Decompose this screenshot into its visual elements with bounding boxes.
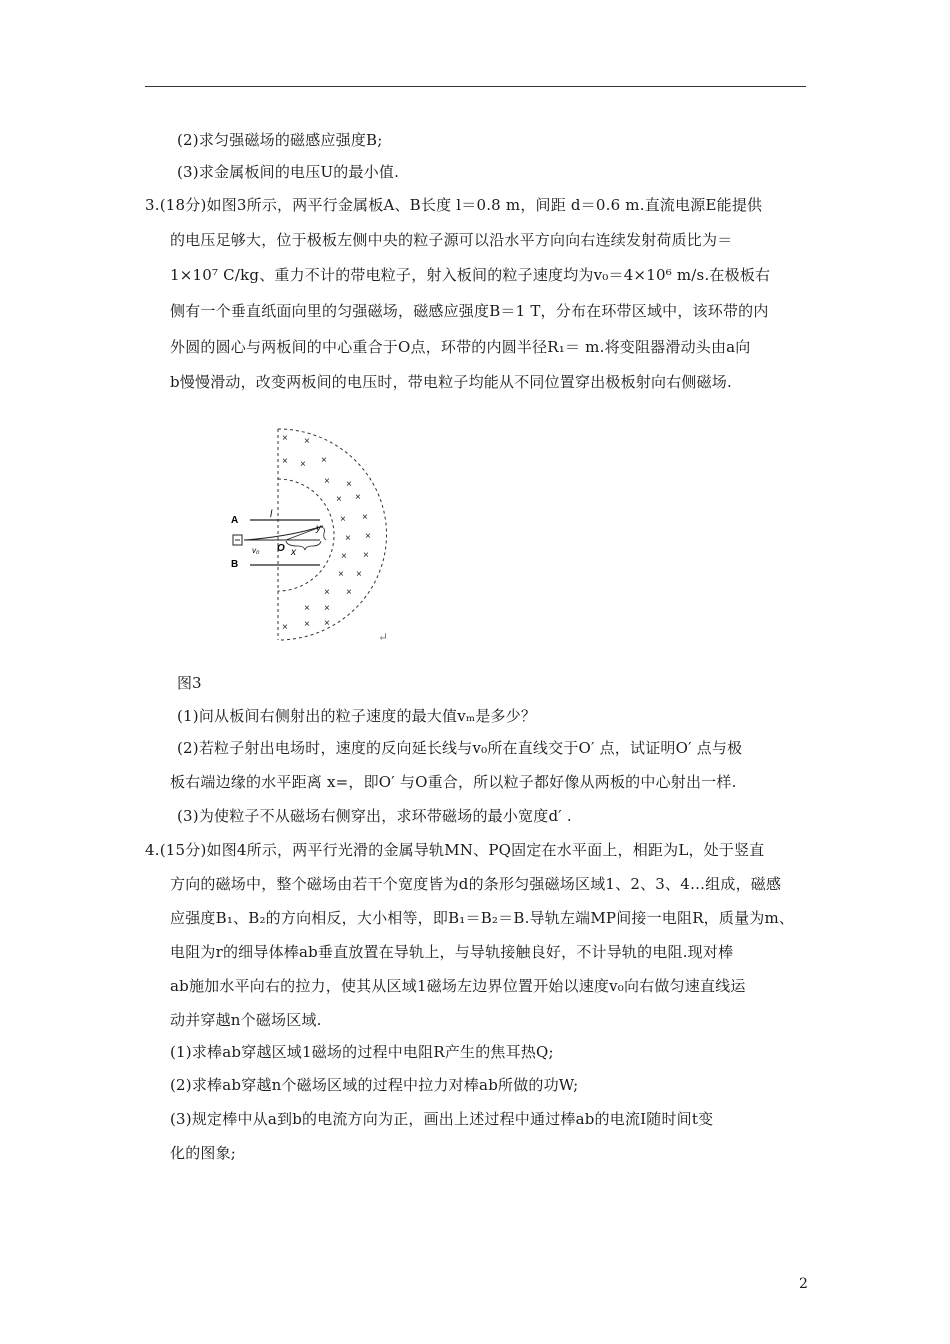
- label-v0: v₀: [252, 546, 260, 555]
- header-rule: [145, 86, 806, 87]
- cross-mark: ×: [346, 587, 352, 598]
- y-brace: [321, 527, 326, 540]
- cross-mark: ×: [324, 618, 330, 629]
- cross-mark: ×: [356, 569, 362, 580]
- label-y: y: [316, 523, 321, 534]
- text-line: (3)规定棒中从a到b的电流方向为正，画出上述过程中通过棒ab的电流I随时间t变: [170, 1110, 714, 1128]
- cross-mark: ×: [321, 455, 327, 466]
- text-line: 外圆的圆心与两板间的中心重合于O点，环带的内圆半径R₁＝ m.将变阻器滑动头由a向: [170, 338, 751, 356]
- text-line: 的电压足够大，位于极板左侧中央的粒子源可以沿水平方向向右连续发射荷质比为＝: [170, 231, 733, 249]
- cross-mark: ×: [324, 476, 330, 487]
- cross-mark: ×: [324, 603, 330, 614]
- label-l: l: [270, 509, 273, 520]
- text-line: b慢慢滑动，改变两板间的电压时，带电粒子均能从不同位置穿出极板射向右侧磁场.: [170, 373, 732, 391]
- cross-mark: ×: [365, 531, 371, 542]
- text-line: 方向的磁场中，整个磁场由若干个宽度皆为d的条形匀强磁场区域1、2、3、4…组成，磁感: [170, 875, 782, 893]
- label-x: x: [291, 547, 296, 558]
- cross-mark: ×: [300, 459, 306, 470]
- label-a: A: [231, 515, 239, 526]
- cross-mark: ×: [304, 603, 310, 614]
- cross-mark: ×: [341, 551, 347, 562]
- cross-mark: ×: [304, 619, 310, 630]
- cross-mark: ×: [363, 550, 369, 561]
- text-line: (1)问从板间右侧射出的粒子速度的最大值vₘ是多少？: [177, 707, 537, 725]
- text-line: 动并穿越n个磁场区域.: [170, 1011, 322, 1029]
- text-line: (3)为使粒子不从磁场右侧穿出，求环带磁场的最小宽度d′ .: [177, 807, 572, 825]
- text-line: 侧有一个垂直纸面向里的匀强磁场，磁感应强度B＝1 T，分布在环带区域中，该环带的内: [170, 302, 769, 320]
- cross-mark: ×: [324, 587, 330, 598]
- cross-mark: ×: [336, 494, 342, 505]
- cross-mark: ×: [282, 456, 288, 467]
- text-line: ab施加水平向右的拉力，使其从区域1磁场左边界位置开始以速度v₀向右做匀速直线运: [170, 977, 746, 995]
- cross-mark: ×: [355, 492, 361, 503]
- question-3-line: 3.(18分)如图3所示，两平行金属板A、B长度 l＝0.8 m，间距 d＝0.6 m.直流电源E能提供: [145, 196, 763, 214]
- cross-mark: ×: [362, 512, 368, 523]
- cross-mark: ×: [304, 436, 310, 447]
- text-line: (1)求棒ab穿越区域1磁场的过程中电阻R产生的焦耳热Q;: [170, 1043, 554, 1061]
- return-mark: ↵: [378, 630, 389, 644]
- question-4-line: 4.(15分)如图4所示，两平行光滑的金属导轨MN、PQ固定在水平面上，相距为L，处于竖直: [145, 841, 765, 859]
- cross-mark: ×: [346, 479, 352, 490]
- text-line: (3)求金属板间的电压U的最小值.: [177, 163, 400, 181]
- cross-mark: ×: [282, 622, 288, 633]
- particle-trajectory: [244, 526, 323, 540]
- page-number: 2: [799, 1276, 808, 1292]
- text-line: 电阻为r的细导体棒ab垂直放置在导轨上，与导轨接触良好，不计导轨的电阻.现对棒: [170, 943, 734, 961]
- text-line: 1×10⁷ C/kg、重力不计的带电粒子，射入板间的粒子速度均为v₀＝4×10⁶ m/s.在极板右: [170, 266, 771, 284]
- text-line: (2)若粒子射出电场时，速度的反向延长线与v₀所在直线交于O′ 点，试证明O′ 点与极: [177, 739, 743, 757]
- text-line: (2)求匀强磁场的磁感应强度B;: [177, 131, 383, 149]
- figure-3-diagram: [228, 427, 403, 642]
- cross-mark: ×: [345, 533, 351, 544]
- text-line: (2)求棒ab穿越n个磁场区域的过程中拉力对棒ab所做的功W;: [170, 1076, 579, 1094]
- cross-mark: ×: [340, 514, 346, 525]
- cross-mark: ×: [338, 569, 344, 580]
- figure-caption: 图3: [177, 674, 202, 692]
- cross-mark: ×: [282, 433, 288, 444]
- text-line: 化的图象;: [170, 1144, 237, 1162]
- label-o: O: [277, 543, 285, 554]
- text-line: 板右端边缘的水平距离 x=，即O′ 与O重合，所以粒子都好像从两板的中心射出一样.: [170, 773, 737, 791]
- label-b: B: [231, 559, 239, 570]
- text-line: 应强度B₁、B₂的方向相反，大小相等，即B₁＝B₂＝B.导轨左端MP间接一电阻R，质量为m、: [170, 909, 795, 927]
